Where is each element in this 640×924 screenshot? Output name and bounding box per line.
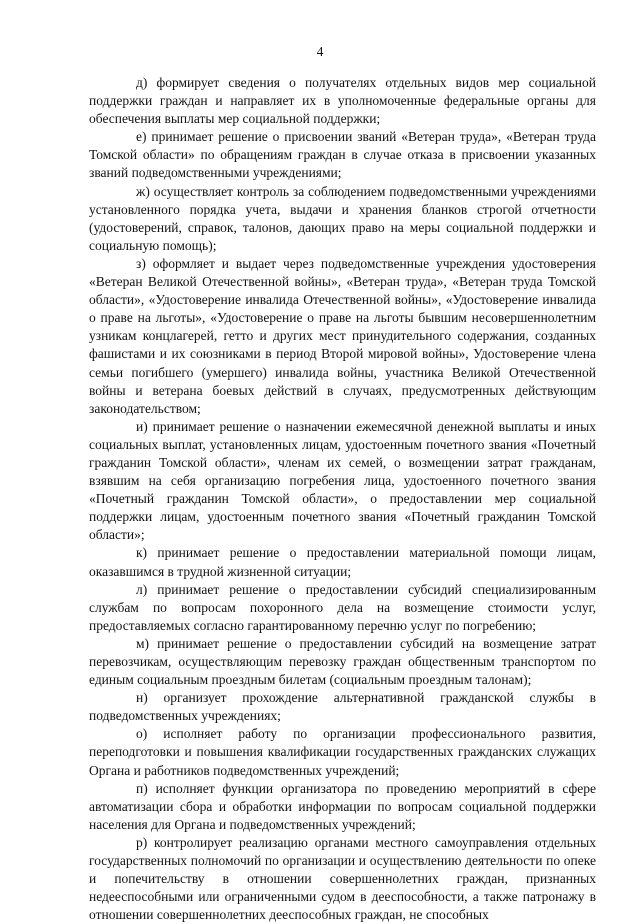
paragraph-k: к) принимает решение о предоставлении материальной помощи лицам, оказавшимся в трудной жизненной ситуации; [89, 545, 596, 579]
paragraph-r: р) контролирует реализацию органами местного самоуправления отдельных государственных полномочий по организации и осуществлению деятельности по опеке и попечительству в отношении совершеннолетних граждан, признанных недееспособными или ограниченными судом в дееспособности, а также патронажу в отношении совершеннолетних дееспособных граждан, не способных [89, 834, 596, 923]
paragraph-o: о) исполняет работу по организации профессионального развития, переподготовки и повышения квалификации государственных гражданских служащих Органа и работников подведомственных учреждений; [89, 726, 596, 778]
document-body [89, 74, 596, 924]
paragraph-l: л) принимает решение о предоставлении субсидий специализированным службам по вопросам похоронного дела на возмещение стоимости услуг, предоставляемых согласно гарантированному перечню услуг по погребению; [89, 581, 596, 633]
paragraph-d: д) формирует сведения о получателях отдельных видов мер социальной поддержки граждан и направляет их в уполномоченные федеральные органы для обеспечения выплаты мер социальной поддержки; [89, 75, 596, 127]
paragraph-zh: ж) осуществляет контроль за соблюдением подведомственными учреждениями установленного порядка учета, выдачи и хранения бланков строгой отчетности (удостоверений, справок, талонов, дающих право на меры социальной поддержки и социальную помощь); [89, 183, 596, 253]
paragraph-p: п) исполняет функции организатора по проведению мероприятий в сфере автоматизации сбора и обработки информации по вопросам социальной поддержки населения для Органа и подведомственных учреждений; [89, 780, 596, 832]
paragraph-m: м) принимает решение о предоставлении субсидий на возмещение затрат перевозчикам, осуществляющим перевозку граждан общественным транспортом по единым социальным проездным билетам (социальным проездным талонам); [89, 635, 596, 688]
paragraph-i: и) принимает решение о назначении ежемесячной денежной выплаты и иных социальных выплат, установленных лицам, удостоенным почетного звания «Почетный гражданин Томской области», членам их семей, о возмещении затрат гражданам, взявшим на себя организацию погребения лица, удостоенного почетного звания «Почетный гражданин Томской области», о предоставлении мер социальной поддержки лицам, удостоенным почетного звания «Почетный гражданин Томской области»; [89, 418, 596, 543]
paragraph-e: е) принимает решение о присвоении званий «Ветеран труда», «Ветеран труда Томской области» по обращениям граждан в случае отказа в присвоении указанных званий подведомственными учреждениями; [89, 129, 596, 181]
page-number: 4 [316, 44, 324, 59]
paragraph-n: н) организует прохождение альтернативной гражданской службы в подведомственных учреждениях; [89, 690, 596, 724]
paragraph-z: з) оформляет и выдает через подведомственные учреждения удостоверения «Ветеран Великой Отечественной войны», «Ветеран труда», «Ветеран труда Томской области», «Удостоверение инвалида Отечественной войны», «Удостоверение инвалида о праве на льготы», «Удостоверение о праве на льготы бывшим несовершеннолетним узникам концлагерей, гетто и других мест принудительного содержания, созданных фашистами и их союзниками в период Второй мировой войны», Удостоверение члена семьи погибшего (умершего) инвалида войны, участника Великой Отечественной войны и ветерана боевых действий в случаях, предусмотренных действующим законодательством; [89, 255, 596, 416]
